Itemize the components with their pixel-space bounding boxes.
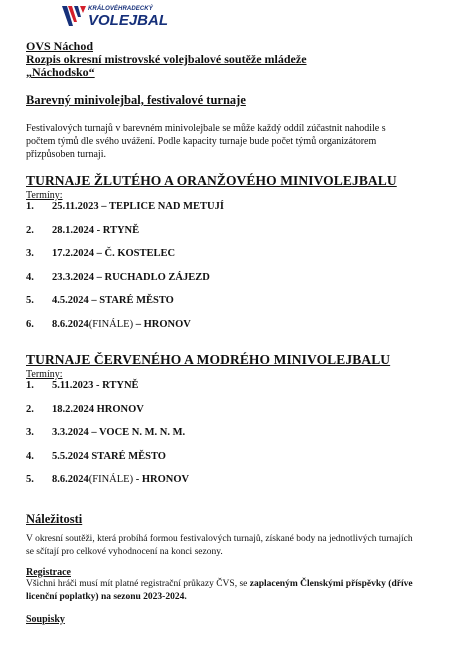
nalezitosti-title: Náležitosti bbox=[26, 511, 83, 526]
section1-title: TURNAJE ŽLUTÉHO A ORANŽOVÉHO MINIVOLEJBALU bbox=[26, 173, 397, 188]
nalezitosti-text: V okresní soutěži, která probíhá formou festivalových turnajů, získané body na jednotlivých turnajích se sčítají pro celkové vyhodnocení na konci sezony. bbox=[26, 533, 413, 557]
registrace-text-plain: Všichni hráči musí mít platné registrační průkazy ČVS, se bbox=[26, 578, 250, 589]
list-item-number: 3. bbox=[26, 427, 34, 438]
list-item bbox=[26, 451, 436, 475]
list-item-text-part: 4.5.2024 – STARÉ MĚSTO bbox=[52, 295, 174, 306]
list-item bbox=[26, 272, 436, 296]
list-item-text-part: 28.1.2024 - RTYNĚ bbox=[52, 224, 140, 236]
list-item-number: 2. bbox=[26, 403, 34, 415]
section2-terminy: Termíny: bbox=[26, 369, 63, 380]
list-item bbox=[26, 380, 436, 404]
list-item bbox=[26, 319, 436, 343]
list-item-text bbox=[52, 474, 189, 485]
volleyball-logo-icon bbox=[60, 4, 88, 30]
list-item-number: 4. bbox=[26, 271, 34, 283]
doc-header-line2: Rozpis okresní mistrovské volejbalové soutěže mládeže bbox=[26, 52, 307, 66]
list-item-number: 6. bbox=[26, 318, 34, 330]
intro-paragraph: Festivalových turnajů v barevném minivolejbale se může každý oddíl zúčastnit nahodile s počtem týmů dle svého uvážení. Podle kapacity turnaje bude počet týmů organizátorem přizpůsoben turnaji. bbox=[26, 123, 386, 160]
list-item-number: 1. bbox=[26, 201, 34, 212]
list-item-text-part: 17.2.2024 – Č. KOSTELEC bbox=[52, 248, 176, 259]
list-item-text-part: 5.5.2024 STARÉ MĚSTO bbox=[52, 450, 166, 462]
section2-list bbox=[26, 380, 436, 498]
list-item-text bbox=[52, 380, 139, 391]
list-item-text-part: (FINÁLE) bbox=[88, 474, 134, 485]
list-item-text-part: 3.3.2024 – VOCE N. M. N. M. bbox=[52, 427, 186, 438]
list-item-text-part: (FINÁLE) bbox=[88, 318, 134, 330]
list-item-text bbox=[52, 404, 144, 415]
list-item-number: 1. bbox=[26, 380, 34, 391]
list-item bbox=[26, 474, 436, 498]
list-item-text bbox=[52, 225, 139, 236]
list-item bbox=[26, 248, 436, 272]
kvs-logo bbox=[60, 4, 170, 32]
list-item-text bbox=[52, 201, 224, 212]
list-item-number: 3. bbox=[26, 248, 34, 259]
registrace-title: Registrace bbox=[26, 566, 71, 578]
list-item-number: 5. bbox=[26, 474, 34, 485]
list-item-text bbox=[52, 272, 210, 283]
list-item-text bbox=[52, 427, 185, 438]
logo-big-text: VOLEJBAL bbox=[88, 12, 169, 29]
list-item-text bbox=[52, 295, 174, 306]
list-item-text-part: 8.6.2024 bbox=[52, 474, 89, 485]
soupisky-title: Soupisky bbox=[26, 613, 65, 625]
doc-header-line3: „Náchodsko“ bbox=[26, 65, 95, 79]
list-item-text-part: 5.11.2023 - RTYNĚ bbox=[52, 380, 139, 391]
list-item-text-part: 18.2.2024 HRONOV bbox=[52, 403, 144, 415]
doc-header-line1: OVS Náchod bbox=[26, 39, 94, 53]
list-item-text bbox=[52, 451, 166, 462]
list-item-text-part: 8.6.2024 bbox=[52, 318, 89, 330]
list-item bbox=[26, 225, 436, 249]
doc-subtitle: Barevný minivolejbal, festivalové turnaje bbox=[26, 93, 246, 107]
section1-list bbox=[26, 201, 436, 342]
list-item-text-part: - HRONOV bbox=[133, 474, 190, 485]
list-item-number: 4. bbox=[26, 450, 34, 462]
list-item-text-part: 23.3.2024 – RUCHADLO ZÁJEZD bbox=[52, 271, 210, 283]
section1-terminy: Termíny: bbox=[26, 190, 63, 201]
list-item bbox=[26, 201, 436, 225]
registrace-text-bold: zaplaceným Členskými příspěvky (dříve licenční poplatky) na sezonu 2023-2024. bbox=[26, 578, 413, 602]
registrace-text bbox=[26, 578, 421, 604]
list-item-number: 5. bbox=[26, 295, 34, 306]
list-item-text-part: 25.11.2023 – TEPLICE NAD METUJÍ bbox=[52, 201, 224, 212]
list-item-text bbox=[52, 319, 191, 330]
list-item bbox=[26, 404, 436, 428]
list-item-number: 2. bbox=[26, 224, 34, 236]
logo-small-text: KRÁLOVÉHRADECKÝ bbox=[88, 6, 153, 12]
list-item-text bbox=[52, 248, 175, 259]
list-item-text-part: – HRONOV bbox=[133, 318, 191, 330]
list-item bbox=[26, 295, 436, 319]
list-item bbox=[26, 427, 436, 451]
section2-title: TURNAJE ČERVENÉHO A MODRÉHO MINIVOLEJBALU bbox=[26, 352, 391, 367]
